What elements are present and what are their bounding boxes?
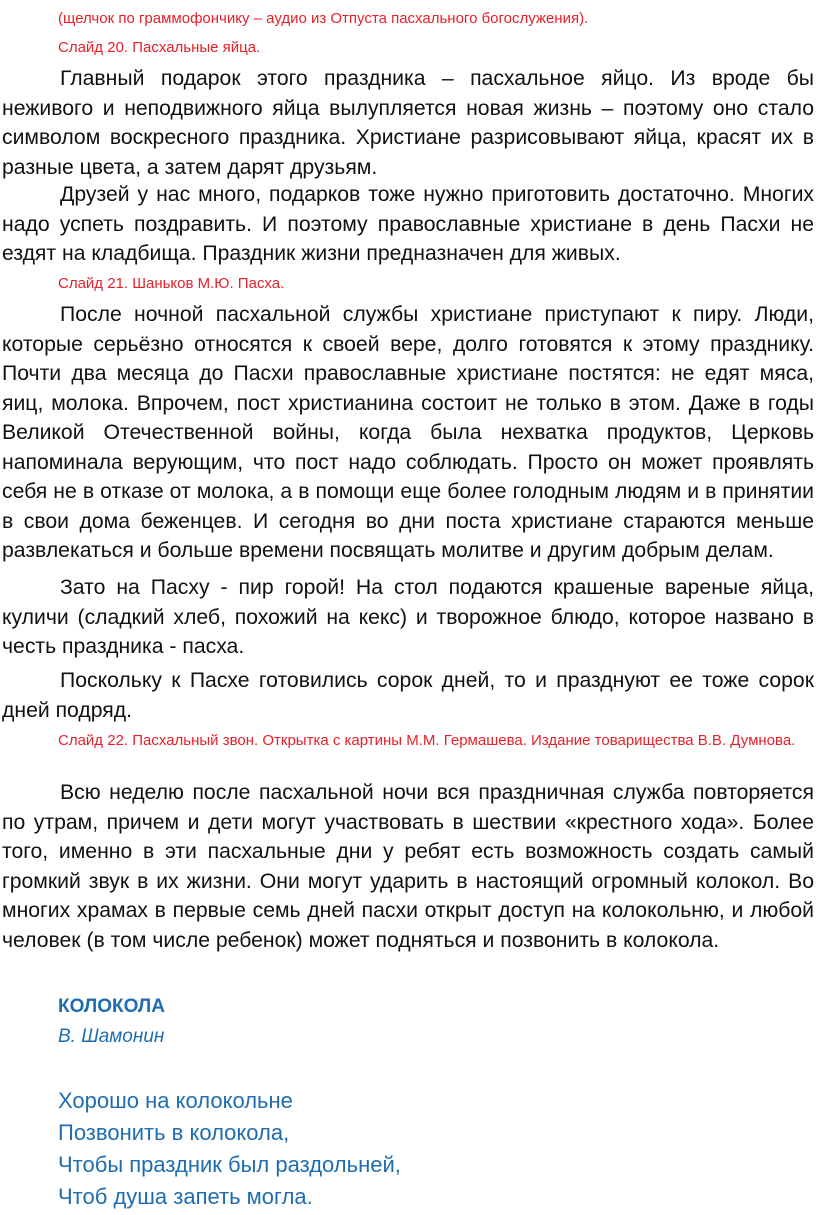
paragraph-5-block <box>0 666 816 725</box>
poem-line: Хорошо на колокольне <box>58 1088 293 1113</box>
slide22-note: Слайд 22. Пасхальный звон. Открытка с картины М.М. Гермашева. Издание товарищества В.В. Думнова. <box>58 732 796 749</box>
poem-line: Чтобы праздник был раздольней, <box>58 1152 401 1177</box>
poem-author: В. Шамонин <box>58 1026 165 1047</box>
slide20-note-block <box>0 37 816 59</box>
paragraph-6: Всю неделю после пасхальной ночи вся праздничная служба повторяется по утрам, причем и дети могут участвовать в шествии «крестного хода». Более того, именно в эти пасхальные дни у ребят есть возможность создать самый громкий звук в их жизни. Они могут ударить в настоящий огромный колокол. Во многих храмах в первые семь дней пасхи открыт доступ на колокольню, и любой человек (в том числе ребенок) может подняться и позвонить в колокола. <box>2 781 814 952</box>
paragraph-2: Друзей у нас много, подарков тоже нужно приготовить достаточно. Многих надо успеть поздравить. И поэтому православные христиане в день Пасхи не ездят на кладбища. Праздник жизни предназначен для живых. <box>2 183 814 265</box>
audio-note: (щелчок по граммофончику – аудио из Отпуста пасхального богослужения). <box>58 10 589 27</box>
audio-note-block <box>0 8 816 30</box>
paragraph-2-block <box>0 180 816 269</box>
paragraph-5: Поскольку к Пасхе готовились сорок дней, то и празднуют ее тоже сорок дней подряд. <box>2 669 814 722</box>
slide21-note: Слайд 21. Шаньков М.Ю. Пасха. <box>58 275 285 292</box>
paragraph-6-block <box>0 778 816 955</box>
slide20-note: Слайд 20. Пасхальные яйца. <box>58 39 261 56</box>
poem-line: Позвонить в колокола, <box>58 1120 290 1145</box>
paragraph-1-block <box>0 64 816 182</box>
slide22-note-block <box>0 730 816 752</box>
poem-line: Чтоб душа запеть могла. <box>58 1184 313 1209</box>
slide21-note-block <box>0 273 816 295</box>
poem-title: КОЛОКОЛА <box>58 996 165 1017</box>
paragraph-4-block <box>0 573 816 662</box>
poem-verses <box>0 1085 816 1213</box>
paragraph-4: Зато на Пасху - пир горой! На стол подаются крашеные вареные яйца, куличи (сладкий хлеб, похожий на кекс) и творожное блюдо, которое названо в честь праздника - пасха. <box>2 576 814 658</box>
paragraph-3-block <box>0 300 816 566</box>
paragraph-3: После ночной пасхальной службы христиане приступают к пиру. Люди, которые серьёзно относятся к своей вере, долго готовятся к этому празднику. Почти два месяца до Пасхи православные христиане постятся: не едят мяса, яиц, молока. Впрочем, пост христианина состоит не только в этом. Даже в годы Великой Отечественной войны, когда была нехватка продуктов, Церковь напоминала верующим, что пост надо соблюдать. Просто он может проявлять себя не в отказе от молока, а в помощи еще более голодным людям и в принятии в свои дома беженцев. И сегодня во дни поста христиане стараются меньше развлекаться и больше времени посвящать молитве и другим добрым делам. <box>2 303 814 562</box>
poem-title-block <box>0 996 816 1018</box>
paragraph-1: Главный подарок этого праздника – пасхальное яйцо. Из вроде бы неживого и неподвижного яйца вылупляется новая жизнь – поэтому оно стало символом воскресного праздника. Христиане разрисовывают яйца, красят их в разные цвета, а затем дарят друзьям. <box>2 67 814 179</box>
poem-author-block <box>0 1026 816 1048</box>
